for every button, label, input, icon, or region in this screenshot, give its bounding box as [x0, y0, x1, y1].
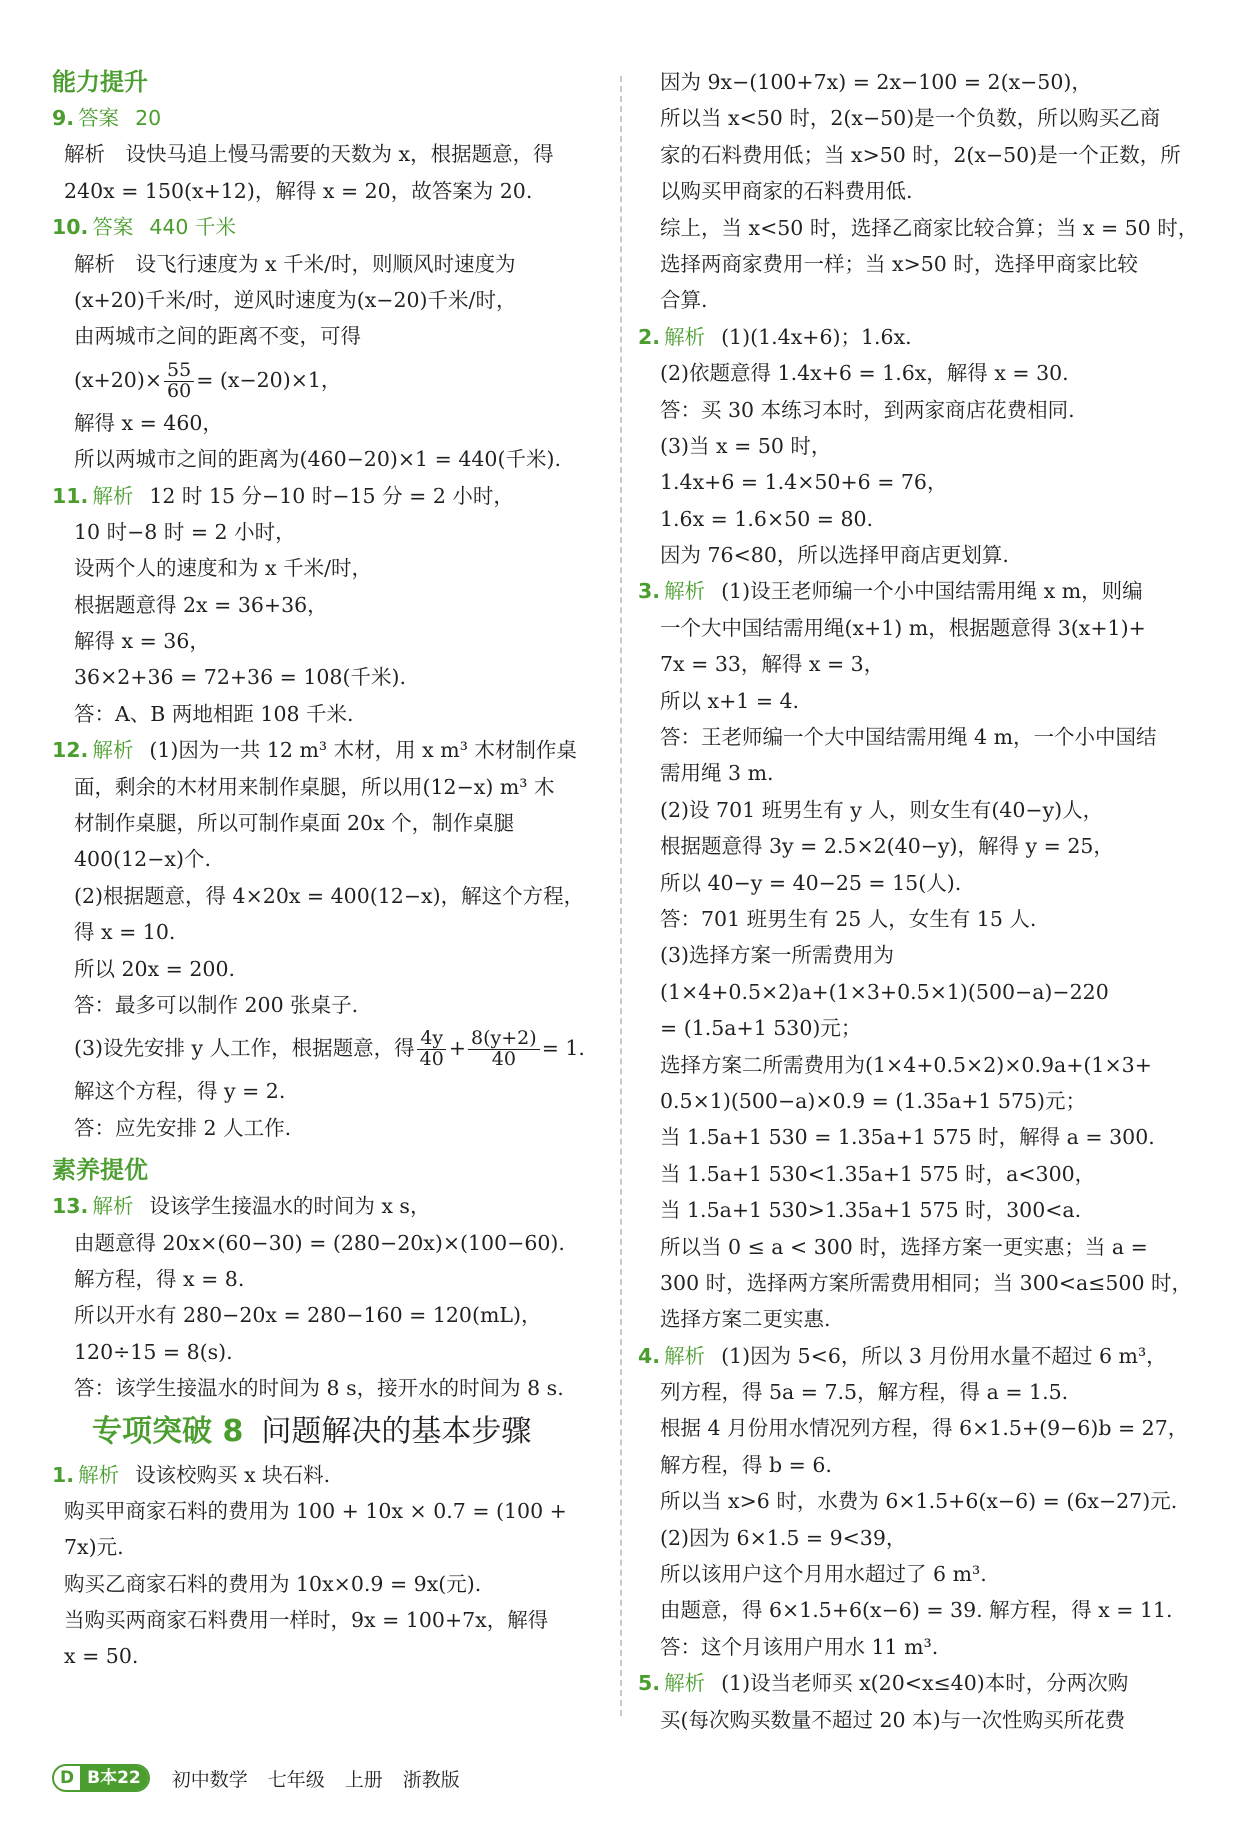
page-badge: [52, 1764, 150, 1792]
problem-4-head: [638, 1338, 1196, 1374]
text-line: 400(12−x)个.: [74, 847, 211, 872]
text-line: (1×4+0.5×2)a+(1×3+0.5×1)(500−a)−220: [660, 979, 1109, 1004]
fraction-numerator: 8(y+2): [468, 1029, 540, 1050]
equation-part: (3)设先安排 y 人工作，根据题意，得: [74, 1036, 415, 1061]
fraction-denominator: 40: [419, 1048, 444, 1071]
question-number: 10.: [52, 215, 89, 240]
text-line: 答：王老师编一个大中国结需用绳 4 m，一个小中国结: [660, 725, 1157, 750]
footer-edition: 浙教版: [402, 1768, 460, 1791]
text-line: 120÷15 = 8(s).: [74, 1339, 233, 1364]
text-line: 1.4x+6 = 1.4×50+6 = 76，: [660, 470, 948, 495]
equation-part: +: [448, 1036, 467, 1061]
text-run: (1)因为 5<6，所以 3 月份用水量不超过 6 m³，: [721, 1343, 1167, 1368]
text-line: 家的石料费用低；当 x>50 时，2(x−50)是一个正数，所: [660, 142, 1181, 167]
text-line: (x+20)千米/时，逆风时速度为(x−20)千米/时，: [74, 287, 517, 312]
text-line: 所以 20x = 200.: [74, 956, 236, 981]
problem-1-head: [52, 1457, 610, 1493]
text-line: 由两城市之间的距离不变，可得: [74, 324, 361, 349]
text-line: (3)当 x = 50 时，: [660, 433, 832, 458]
text-line: 240x = 150(x+12)，解得 x = 20，故答案为 20.: [64, 178, 533, 203]
column-divider: [620, 76, 622, 1716]
text-line: 选择方案二所需费用为(1×4+0.5×2)×0.9a+(1×3+: [660, 1052, 1152, 1077]
text-line: 解得 x = 460，: [74, 410, 223, 435]
text-line: 所以开水有 280−20x = 280−160 = 120(mL)，: [74, 1303, 542, 1328]
analysis-tag: 解析: [664, 324, 706, 349]
fraction-denominator: 60: [167, 379, 192, 402]
fraction-denominator: 40: [491, 1048, 516, 1071]
page-footer: [52, 1763, 460, 1793]
text-line: 答：最多可以制作 200 张桌子.: [74, 992, 359, 1017]
topic-name: 问题解决的基本步骤: [261, 1413, 532, 1449]
text-line: 列方程，得 5a = 7.5，解方程，得 a = 1.5.: [660, 1380, 1069, 1405]
question-11-head: [52, 478, 610, 514]
text-line: 解方程，得 b = 6.: [660, 1452, 832, 1477]
text-line: (2)设 701 班男生有 y 人，则女生有(40−y)人，: [660, 797, 1104, 822]
text-line: 7x)元.: [64, 1535, 124, 1560]
footer-grade: 七年级: [267, 1768, 325, 1791]
fraction: [164, 358, 194, 402]
text-line: 一个大中国结需用绳(x+1) m，根据题意得 3(x+1)+: [660, 615, 1146, 640]
question-number: 9.: [52, 106, 75, 130]
question-number: 12.: [52, 738, 89, 763]
problem-2-head: [638, 319, 1196, 355]
text-line: x = 50.: [64, 1644, 139, 1669]
equation-line: [52, 1023, 610, 1073]
text-line: (2)依题意得 1.4x+6 = 1.6x，解得 x = 30.: [660, 361, 1069, 386]
text-line: 根据题意得 3y = 2.5×2(40−y)，解得 y = 25，: [660, 834, 1114, 859]
problem-3-head: [638, 573, 1196, 609]
answer-value: 20: [135, 106, 162, 130]
text-line: 因为 76<80，所以选择甲商店更划算.: [660, 543, 1009, 568]
text-line: 解得 x = 36，: [74, 629, 210, 654]
badge-letter: D: [60, 1768, 75, 1788]
text-line: 答：701 班男生有 25 人，女生有 15 人.: [660, 906, 1037, 931]
text-line: 以购买甲商家的石料费用低.: [660, 179, 913, 204]
text-line: 答：A、B 两地相距 108 千米.: [74, 701, 354, 726]
topic-number: 专项突破 8: [92, 1413, 244, 1449]
equation-part: = 1.: [541, 1036, 585, 1061]
text-line: 解析 设快马追上慢马需要的天数为 x，根据题意，得: [64, 142, 554, 167]
text-line: 当 1.5a+1 530>1.35a+1 575 时，300<a.: [660, 1198, 1082, 1223]
text-line: 解这个方程，得 y = 2.: [74, 1079, 286, 1104]
question-number: 1.: [52, 1462, 75, 1487]
text-line: 当 1.5a+1 530<1.35a+1 575 时，a<300，: [660, 1161, 1096, 1186]
question-13-head: [52, 1188, 610, 1224]
text-run: 12 时 15 分−10 时−15 分 = 2 小时，: [149, 483, 514, 508]
analysis-tag: 解析: [92, 1194, 134, 1219]
question-number: 4.: [638, 1343, 661, 1368]
text-line: 7x = 33，解得 x = 3，: [660, 652, 885, 677]
text-line: (2)因为 6×1.5 = 9<39，: [660, 1525, 907, 1550]
text-line: 所以两城市之间的距离为(460−20)×1 = 440(千米).: [74, 447, 561, 472]
analysis-tag: 解析: [664, 1671, 706, 1696]
problem-5-head: [638, 1665, 1196, 1701]
answer-tag: 答案: [78, 106, 120, 130]
question-number: 5.: [638, 1671, 661, 1696]
text-line: 所以 40−y = 40−25 = 15(人).: [660, 870, 962, 895]
text-line: 综上，当 x<50 时，选择乙商家比较合算；当 x = 50 时，: [660, 215, 1199, 240]
text-line: 根据题意得 2x = 36+36，: [74, 592, 328, 617]
section-heading: 能力提升: [52, 68, 148, 96]
text-line: 面，剩余的木材用来制作桌腿，所以用(12−x) m³ 木: [74, 774, 555, 799]
fraction-numerator: 55: [164, 361, 194, 382]
equation-part: = (x−20)×1，: [196, 367, 342, 392]
text-line: 当购买两商家石料费用一样时，9x = 100+7x，解得: [64, 1608, 549, 1633]
text-line: 1.6x = 1.6×50 = 80.: [660, 506, 874, 531]
text-line: 所以 x+1 = 4.: [660, 688, 800, 713]
answer-tag: 答案: [92, 215, 134, 240]
text-line: 选择两商家费用一样；当 x>50 时，选择甲商家比较: [660, 251, 1138, 276]
text-line: 300 时，选择两方案所需费用相同；当 300<a≤500 时，: [660, 1270, 1193, 1295]
text-line: 材制作桌腿，所以可制作桌面 20x 个，制作桌腿: [74, 811, 515, 836]
question-10-answer: [52, 209, 610, 245]
text-line: 根据 4 月份用水情况列方程，得 6×1.5+(9−6)b = 27，: [660, 1416, 1189, 1441]
fraction: [417, 1029, 447, 1070]
text-line: 解析 设飞行速度为 x 千米/时，则顺风时速度为: [74, 251, 516, 276]
text-run: (1)设当老师买 x(20<x≤40)本时，分两次购: [721, 1671, 1129, 1696]
text-line: (2)根据题意，得 4×20x = 400(12−x)，解这个方程，: [74, 883, 585, 908]
text-line: 因为 9x−(100+7x) = 2x−100 = 2(x−50)，: [660, 70, 1092, 94]
analysis-tag: 解析: [664, 1343, 706, 1368]
text-line: (3)选择方案一所需费用为: [660, 943, 895, 968]
text-line: 由题意，得 6×1.5+6(x−6) = 39. 解方程，得 x = 11.: [660, 1598, 1173, 1623]
text-line: 需用绳 3 m.: [660, 761, 774, 786]
right-column: [638, 64, 1199, 1738]
text-line: 由题意得 20x×(60−30) = (280−20x)×(100−60).: [74, 1230, 565, 1255]
answer-value: 440 千米: [149, 215, 236, 240]
special-topic-title: [52, 1407, 610, 1457]
text-line: 购买甲商家石料的费用为 100 + 10x × 0.7 = (100 +: [64, 1498, 567, 1523]
analysis-tag: 解析: [92, 738, 134, 763]
text-line: 所以当 0 ≤ a < 300 时，选择方案一更实惠；当 a =: [660, 1234, 1148, 1259]
analysis-tag: 解析: [92, 483, 134, 508]
text-line: 买(每次购买数量不超过 20 本)与一次性购买所花费: [660, 1707, 1126, 1732]
text-line: 答：该学生接温水的时间为 8 s，接开水的时间为 8 s.: [74, 1376, 564, 1401]
text-line: 答：应先安排 2 人工作.: [74, 1115, 292, 1140]
text-line: 得 x = 10.: [74, 920, 176, 945]
text-line: 所以当 x<50 时，2(x−50)是一个负数，所以购买乙商: [660, 106, 1161, 131]
fraction: [468, 1029, 540, 1070]
text-line: 购买乙商家石料的费用为 10x×0.9 = 9x(元).: [64, 1571, 482, 1596]
section-heading: 素养提优: [52, 1156, 148, 1185]
question-number: 2.: [638, 324, 661, 349]
fraction-numerator: 4y: [417, 1029, 446, 1050]
text-line: 10 时−8 时 = 2 小时，: [74, 519, 296, 544]
text-run: (1)(1.4x+6)；1.6x.: [721, 324, 912, 349]
text-run: 设该校购买 x 块石料.: [135, 1462, 331, 1487]
page-number: B本22: [80, 1766, 148, 1790]
text-line: 当 1.5a+1 530 = 1.35a+1 575 时，解得 a = 300.: [660, 1125, 1155, 1150]
footer-subject: 初中数学: [171, 1768, 248, 1791]
text-run: (1)因为一共 12 m³ 木材，用 x m³ 木材制作桌: [149, 738, 577, 763]
text-run: 设该学生接温水的时间为 x s，: [149, 1194, 431, 1219]
analysis-tag: 解析: [78, 1462, 120, 1487]
equation-line: [52, 355, 610, 405]
text-line: 36×2+36 = 72+36 = 108(千米).: [74, 665, 406, 690]
question-number: 3.: [638, 579, 661, 604]
equation-part: (x+20)×: [74, 367, 162, 392]
text-line: 答：这个月该用户用水 11 m³.: [660, 1634, 939, 1659]
question-number: 11.: [52, 483, 89, 508]
text-line: 所以当 x>6 时，水费为 6×1.5+6(x−6) = (6x−27)元.: [660, 1489, 1178, 1514]
text-line: 答：买 30 本练习本时，到两家商店花费相同.: [660, 397, 1075, 422]
text-line: 设两个人的速度和为 x 千米/时，: [74, 556, 372, 581]
text-line: 合算.: [660, 288, 708, 313]
text-run: (1)设王老师编一个小中国结需用绳 x m，则编: [721, 579, 1143, 604]
analysis-tag: 解析: [664, 579, 706, 604]
question-number: 13.: [52, 1194, 89, 1219]
text-line: 选择方案二更实惠.: [660, 1307, 831, 1332]
question-9-answer: [52, 100, 610, 136]
footer-volume: 上册: [344, 1768, 383, 1791]
question-12-head: [52, 732, 610, 768]
left-column: [52, 64, 610, 1675]
text-line: 解方程，得 x = 8.: [74, 1266, 245, 1291]
text-line: = (1.5a+1 530)元；: [660, 1016, 862, 1041]
text-line: 0.5×1)(500−a)×0.9 = (1.35a+1 575)元；: [660, 1088, 1087, 1113]
text-line: 所以该用户这个月用水超过了 6 m³.: [660, 1562, 987, 1587]
